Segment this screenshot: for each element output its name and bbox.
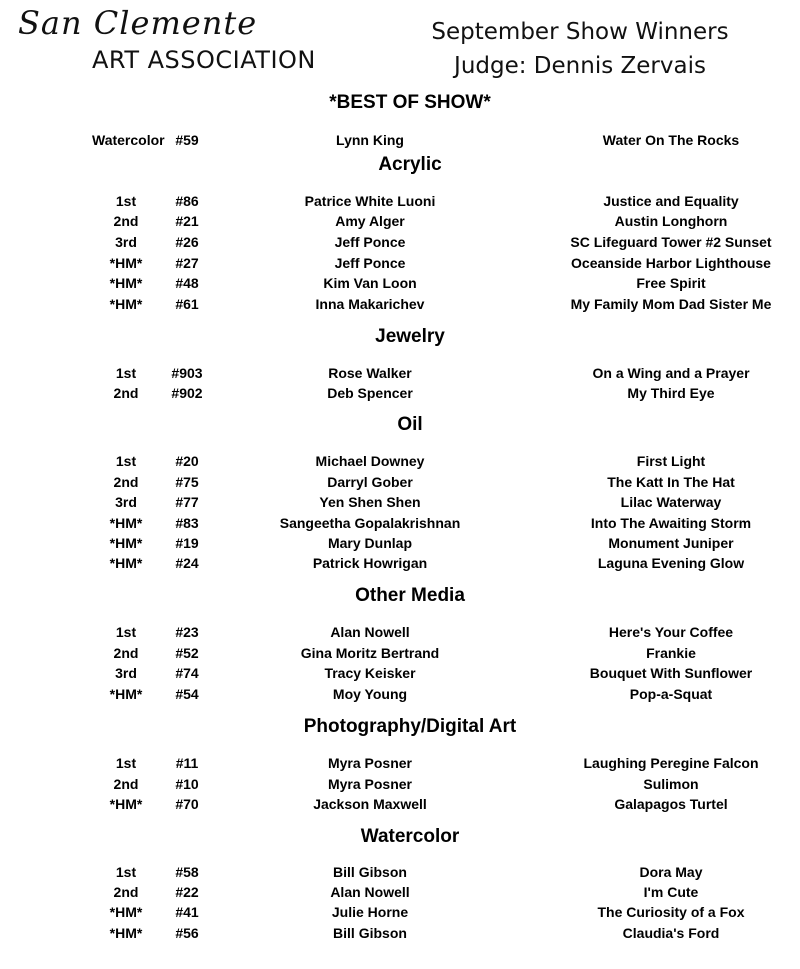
artist-cell: Jeff Ponce xyxy=(334,255,406,271)
place-cell: 1st xyxy=(115,864,137,880)
entry-number-cell: #83 xyxy=(175,515,199,531)
artist-cell: Mary Dunlap xyxy=(327,535,412,551)
artist-cell: Darryl Gober xyxy=(327,474,413,490)
logo-script-text: San Clemente xyxy=(18,4,258,42)
artwork-title-cell: SC Lifeguard Tower #2 Sunset xyxy=(570,234,772,250)
artwork-title-cell: Into The Awaiting Storm xyxy=(590,515,752,531)
logo-subtitle: ART ASSOCIATION xyxy=(92,46,316,74)
section-heading-photography: Photography/Digital Art xyxy=(303,716,517,737)
entry-number-cell: #22 xyxy=(175,884,199,900)
section-heading-jewelry: Jewelry xyxy=(375,326,445,347)
artwork-title-cell: Here's Your Coffee xyxy=(608,624,734,640)
entry-number-cell: #77 xyxy=(175,494,199,510)
artist-cell: Inna Makarichev xyxy=(315,296,425,312)
artist-cell: Gina Moritz Bertrand xyxy=(300,645,440,661)
entry-number-cell: #70 xyxy=(175,796,199,812)
artwork-title-cell: Claudia's Ford xyxy=(622,925,720,941)
artist-cell: Alan Nowell xyxy=(330,624,410,640)
artist-cell: Jackson Maxwell xyxy=(313,796,427,812)
place-cell: *HM* xyxy=(109,296,143,312)
artwork-title-cell: Laguna Evening Glow xyxy=(597,555,745,571)
artist-cell: Myra Posner xyxy=(327,755,413,771)
artwork-title-cell: On a Wing and a Prayer xyxy=(592,365,750,381)
entry-number-cell: #48 xyxy=(175,275,199,291)
artwork-title-cell: Lilac Waterway xyxy=(620,494,722,510)
entry-number-cell: #59 xyxy=(175,132,199,148)
entry-number-cell: #26 xyxy=(175,234,199,250)
artwork-title-cell: I'm Cute xyxy=(643,884,699,900)
place-cell: 2nd xyxy=(113,645,139,661)
artwork-title-cell: The Katt In The Hat xyxy=(607,474,735,490)
place-cell: *HM* xyxy=(109,686,143,702)
place-cell: 3rd xyxy=(115,665,137,681)
artist-cell: Lynn King xyxy=(336,132,404,148)
entry-number-cell: #52 xyxy=(175,645,199,661)
artwork-title-cell: Laughing Peregine Falcon xyxy=(583,755,759,771)
artwork-title-cell: Monument Juniper xyxy=(608,535,734,551)
artist-cell: Amy Alger xyxy=(335,213,405,229)
artwork-title-cell: Austin Longhorn xyxy=(614,213,728,229)
artist-cell: Kim Van Loon xyxy=(323,275,417,291)
place-cell: 2nd xyxy=(113,385,139,401)
place-cell: *HM* xyxy=(109,275,143,291)
table-row xyxy=(0,474,800,494)
artwork-title-cell: My Third Eye xyxy=(627,385,715,401)
table-row xyxy=(0,624,800,644)
place-cell: 1st xyxy=(115,193,137,209)
entry-number-cell: #56 xyxy=(175,925,199,941)
table-row xyxy=(0,864,800,884)
best-of-show-row xyxy=(0,132,800,152)
place-cell: 2nd xyxy=(113,474,139,490)
artist-cell: Rose Walker xyxy=(328,365,412,381)
place-cell: *HM* xyxy=(109,535,143,551)
place-cell: 1st xyxy=(115,365,137,381)
place-cell: 2nd xyxy=(113,776,139,792)
artwork-title-cell: Oceanside Harbor Lighthouse xyxy=(571,255,771,271)
artwork-title-cell: Sulimon xyxy=(643,776,699,792)
table-row xyxy=(0,515,800,535)
table-row xyxy=(0,453,800,473)
artist-cell: Julie Horne xyxy=(331,904,409,920)
section-heading-other-media: Other Media xyxy=(355,585,465,606)
artist-cell: Myra Posner xyxy=(327,776,413,792)
table-row xyxy=(0,234,800,254)
entry-number-cell: #41 xyxy=(175,904,199,920)
artwork-title-cell: Water On The Rocks xyxy=(602,132,740,148)
artist-cell: Bill Gibson xyxy=(333,864,407,880)
table-row xyxy=(0,645,800,665)
artist-cell: Jeff Ponce xyxy=(334,234,406,250)
artwork-title-cell: My Family Mom Dad Sister Me xyxy=(570,296,772,312)
judge-line: Judge: Dennis Zervais xyxy=(454,53,706,79)
place-cell: *HM* xyxy=(109,925,143,941)
table-row xyxy=(0,385,800,405)
entry-number-cell: #61 xyxy=(175,296,199,312)
place-cell: 1st xyxy=(115,755,137,771)
artwork-title-cell: Justice and Equality xyxy=(603,193,739,209)
table-row xyxy=(0,665,800,685)
entry-number-cell: #24 xyxy=(175,555,199,571)
place-cell: *HM* xyxy=(109,904,143,920)
artwork-title-cell: Pop-a-Squat xyxy=(629,686,713,702)
entry-number-cell: #75 xyxy=(175,474,199,490)
place-cell: 1st xyxy=(115,624,137,640)
entry-number-cell: #10 xyxy=(175,776,199,792)
table-row xyxy=(0,193,800,213)
artist-cell: Patrick Howrigan xyxy=(312,555,428,571)
section-heading-watercolor: Watercolor xyxy=(360,826,460,847)
entry-number-cell: #11 xyxy=(175,755,199,771)
artwork-title-cell: First Light xyxy=(636,453,706,469)
table-row xyxy=(0,755,800,775)
artist-cell: Patrice White Luoni xyxy=(304,193,436,209)
table-row xyxy=(0,365,800,385)
artwork-title-cell: Free Spirit xyxy=(636,275,706,291)
entry-number-cell: #903 xyxy=(171,365,203,381)
artist-cell: Sangeetha Gopalakrishnan xyxy=(279,515,461,531)
place-cell: *HM* xyxy=(109,555,143,571)
artist-cell: Alan Nowell xyxy=(330,884,410,900)
artist-cell: Michael Downey xyxy=(315,453,425,469)
table-row xyxy=(0,255,800,275)
artist-cell: Deb Spencer xyxy=(327,385,413,401)
artist-cell: Yen Shen Shen xyxy=(319,494,421,510)
place-cell: *HM* xyxy=(109,255,143,271)
artwork-title-cell: Frankie xyxy=(646,645,696,661)
table-row xyxy=(0,904,800,924)
entry-number-cell: #74 xyxy=(175,665,199,681)
entry-number-cell: #23 xyxy=(175,624,199,640)
entry-number-cell: #27 xyxy=(175,255,199,271)
best-of-show-heading: *BEST OF SHOW* xyxy=(329,92,491,113)
artwork-title-cell: The Curiosity of a Fox xyxy=(597,904,745,920)
place-cell: 3rd xyxy=(115,494,137,510)
table-row xyxy=(0,555,800,575)
table-row xyxy=(0,494,800,514)
table-row xyxy=(0,535,800,555)
artwork-title-cell: Bouquet With Sunflower xyxy=(589,665,753,681)
artist-cell: Tracy Keisker xyxy=(324,665,416,681)
artwork-title-cell: Dora May xyxy=(639,864,703,880)
entry-number-cell: #20 xyxy=(175,453,199,469)
artist-cell: Moy Young xyxy=(332,686,408,702)
place-cell: 1st xyxy=(115,453,137,469)
place-cell: *HM* xyxy=(109,515,143,531)
place-cell: 3rd xyxy=(115,234,137,250)
artwork-title-cell: Galapagos Turtel xyxy=(614,796,728,812)
place-cell: 2nd xyxy=(113,884,139,900)
entry-number-cell: #21 xyxy=(175,213,199,229)
section-heading-acrylic: Acrylic xyxy=(378,154,442,175)
table-row xyxy=(0,296,800,316)
entry-number-cell: #86 xyxy=(175,193,199,209)
table-row xyxy=(0,213,800,233)
table-row xyxy=(0,686,800,706)
table-row xyxy=(0,776,800,796)
section-heading-oil: Oil xyxy=(397,414,423,435)
artist-cell: Bill Gibson xyxy=(333,925,407,941)
place-cell: Watercolor xyxy=(92,132,165,148)
entry-number-cell: #58 xyxy=(175,864,199,880)
place-cell: 2nd xyxy=(113,213,139,229)
entry-number-cell: #902 xyxy=(171,385,203,401)
page-title: September Show Winners xyxy=(431,19,729,45)
table-row xyxy=(0,275,800,295)
table-row xyxy=(0,884,800,904)
place-cell: *HM* xyxy=(109,796,143,812)
entry-number-cell: #19 xyxy=(175,535,199,551)
table-row xyxy=(0,796,800,816)
table-row xyxy=(0,925,800,945)
entry-number-cell: #54 xyxy=(175,686,199,702)
